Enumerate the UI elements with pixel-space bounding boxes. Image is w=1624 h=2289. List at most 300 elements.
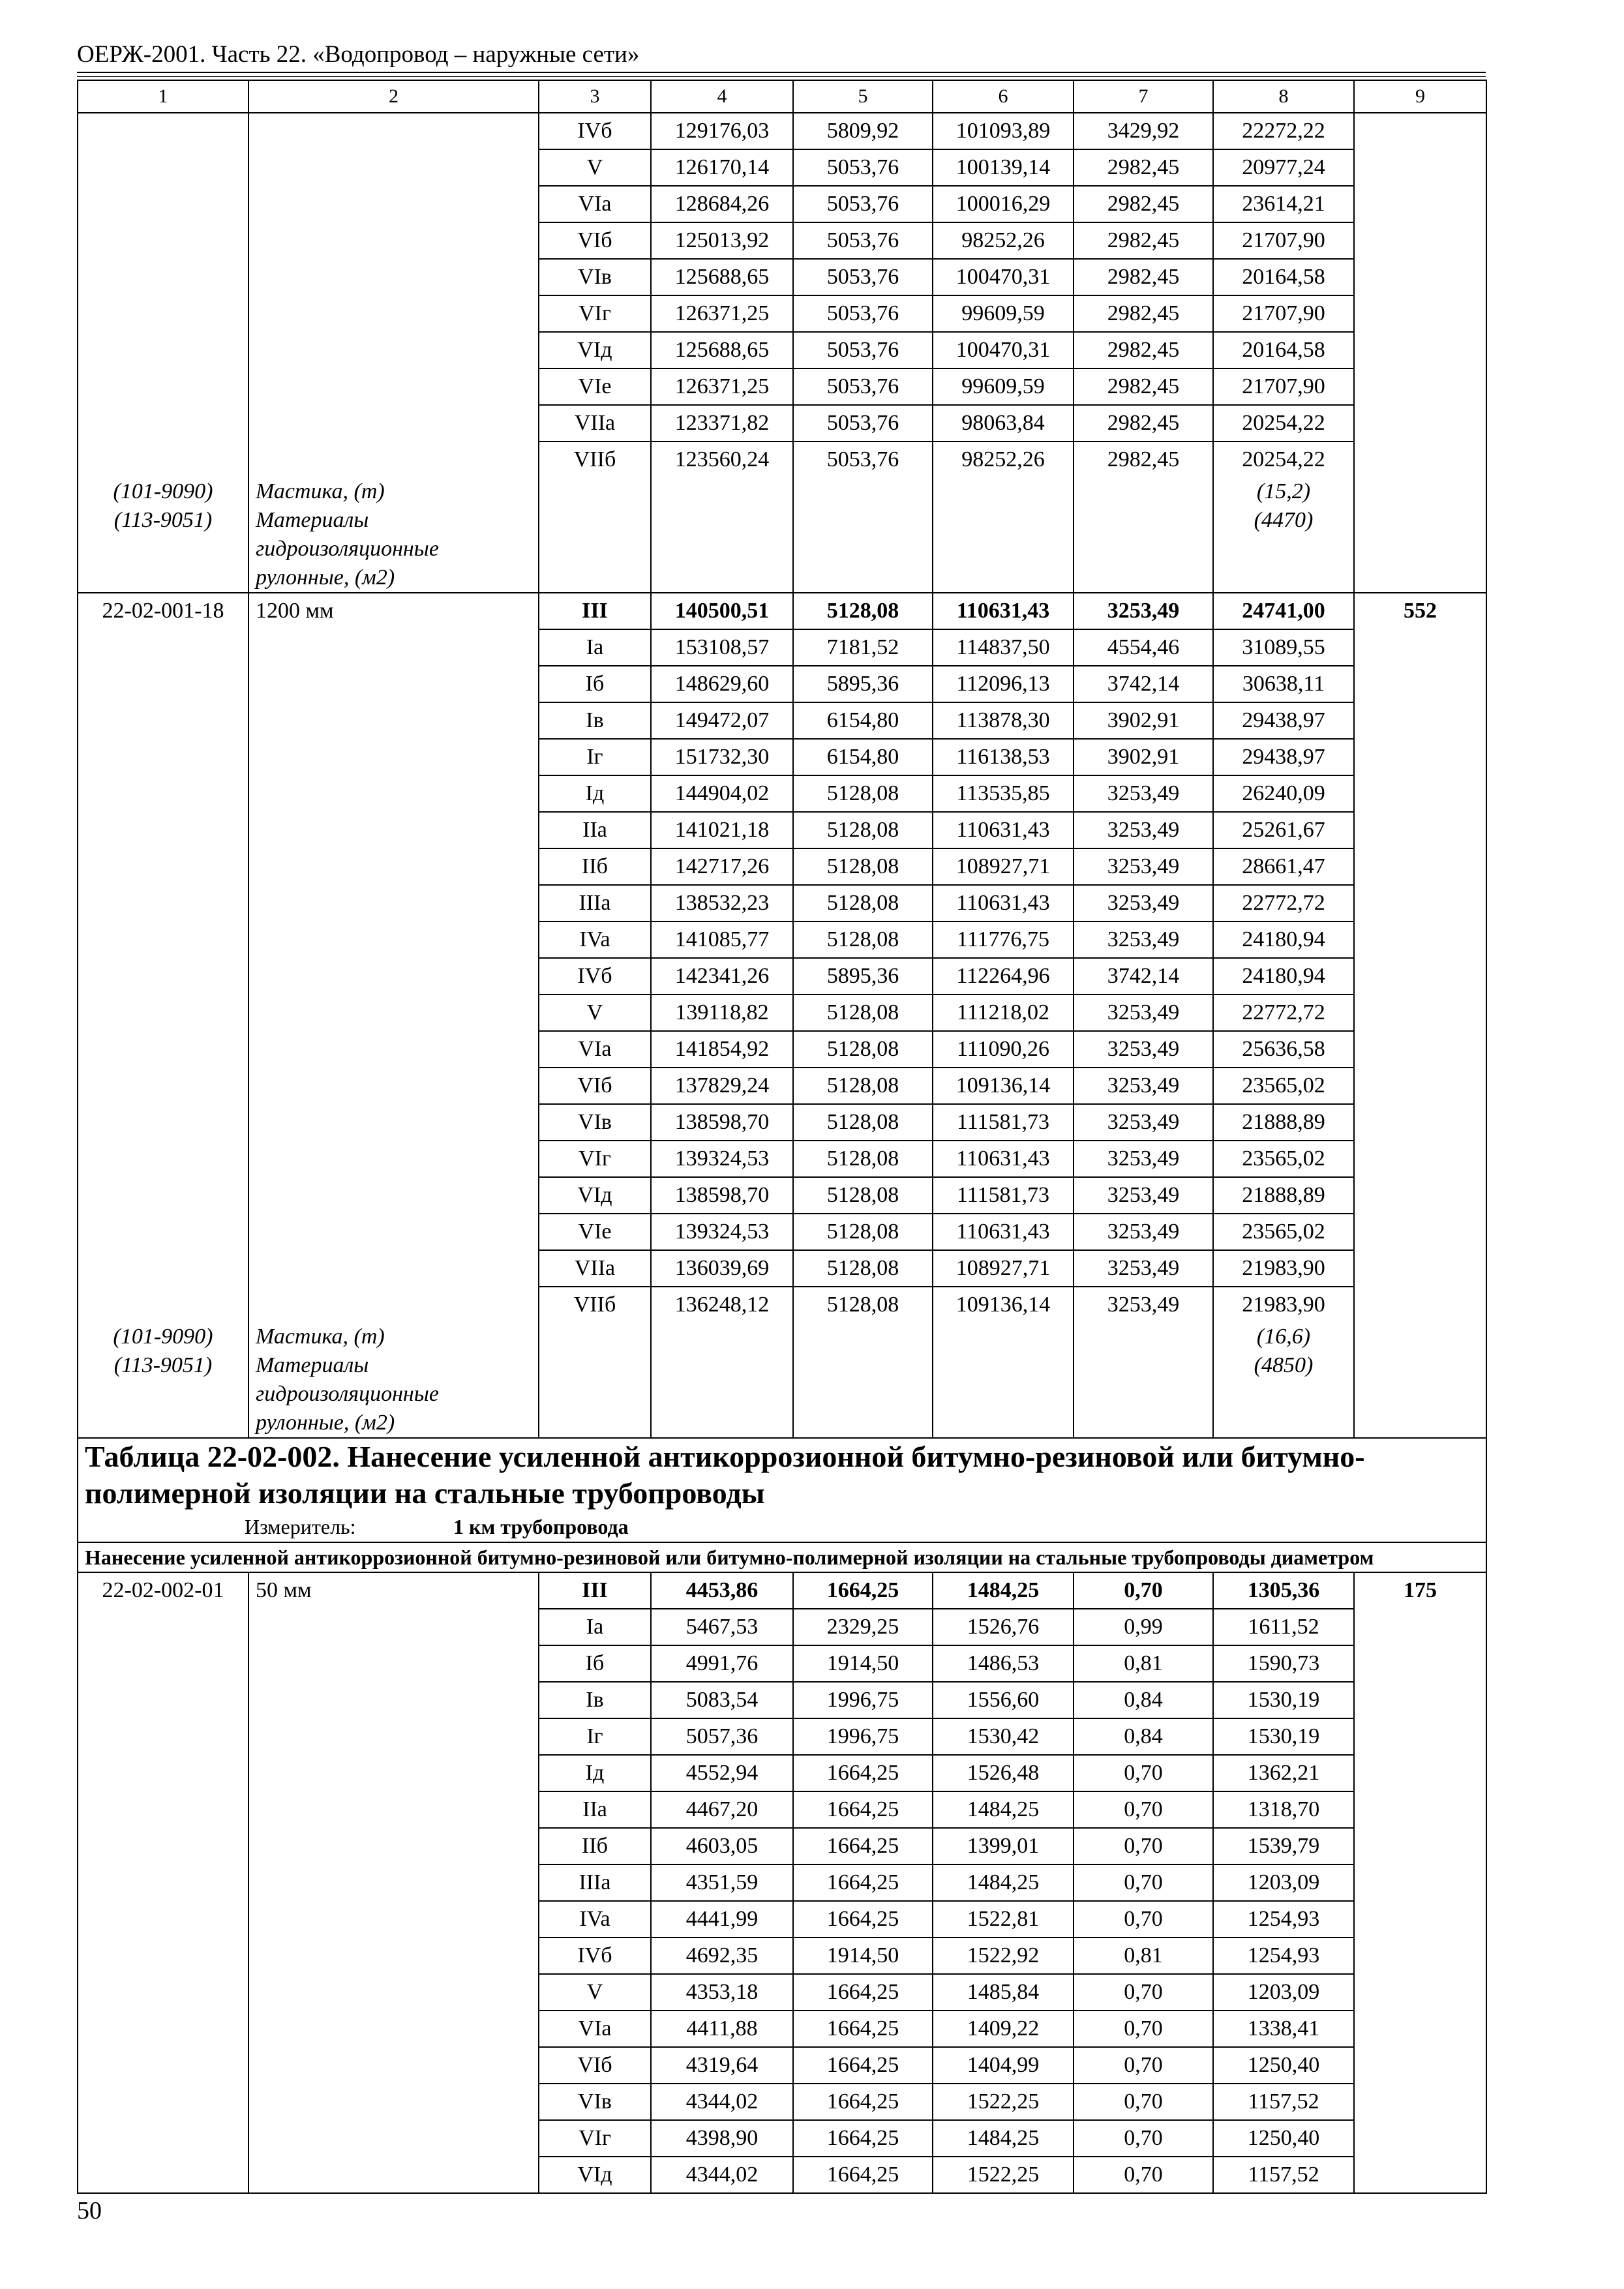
value-cell: 5053,76 (793, 149, 933, 186)
value-cell: 3902,91 (1074, 702, 1213, 739)
row-name (248, 1755, 539, 1791)
value-cell: 98252,26 (933, 441, 1074, 477)
value-cell: 141021,18 (651, 812, 793, 848)
table-row (78, 958, 1486, 995)
value-cell: 3253,49 (1074, 1214, 1213, 1250)
value-cell: 1590,73 (1213, 1645, 1354, 1682)
table-row (78, 775, 1486, 812)
value-cell: 110631,43 (933, 885, 1074, 921)
value-cell: 109136,14 (933, 1068, 1074, 1104)
table-row (78, 1682, 1486, 1718)
value-cell: 1157,52 (1213, 2157, 1354, 2193)
value-cell: 25636,58 (1213, 1031, 1354, 1068)
worker-cell (1354, 1828, 1486, 1864)
value-cell: 21707,90 (1213, 222, 1354, 259)
value-cell: 5128,08 (793, 1250, 933, 1287)
value-cell: 126371,25 (651, 368, 793, 405)
value-cell: 5128,08 (793, 593, 933, 629)
value-cell: 3253,49 (1074, 1068, 1213, 1104)
row-name (248, 1287, 539, 1323)
value-cell: 2982,45 (1074, 149, 1213, 186)
resource-name: Материалы гидроизоляционные рулонные, (м2) (248, 1351, 539, 1438)
value-cell: 0,70 (1074, 1755, 1213, 1791)
value-cell: 1338,41 (1213, 2011, 1354, 2047)
value-cell: 1522,81 (933, 1901, 1074, 1937)
value-cell: 1484,25 (933, 1864, 1074, 1901)
value-cell: 1914,50 (793, 1645, 933, 1682)
value-cell: 0,70 (1074, 2120, 1213, 2157)
worker-cell (1354, 1250, 1486, 1287)
empty-cell (793, 506, 933, 593)
row-name (248, 2157, 539, 2193)
worker-cell (1354, 1901, 1486, 1937)
worker-cell (1354, 441, 1486, 477)
region-cell: Iв (539, 1682, 651, 1718)
column-number: 7 (1074, 80, 1213, 113)
value-cell: 5895,36 (793, 958, 933, 995)
worker-cell (1354, 1068, 1486, 1104)
region-cell: VIд (539, 2157, 651, 2193)
empty-cell (933, 1323, 1074, 1351)
value-cell: 1484,25 (933, 1572, 1074, 1609)
value-cell: 136248,12 (651, 1287, 793, 1323)
value-cell: 0,70 (1074, 1864, 1213, 1901)
value-cell: 1530,19 (1213, 1718, 1354, 1755)
row-name (248, 1104, 539, 1141)
value-cell: 144904,02 (651, 775, 793, 812)
value-cell: 129176,03 (651, 113, 793, 149)
value-cell: 0,70 (1074, 2047, 1213, 2084)
value-cell: 1485,84 (933, 1974, 1074, 2011)
region-cell: VIIб (539, 1287, 651, 1323)
row-name (248, 739, 539, 775)
value-cell: 111581,73 (933, 1177, 1074, 1214)
worker-cell: 552 (1354, 593, 1486, 629)
value-cell: 0,84 (1074, 1682, 1213, 1718)
empty-cell (1354, 1323, 1486, 1351)
row-code (78, 295, 248, 332)
resource-code: (113-9051) (78, 506, 248, 593)
value-cell: 111776,75 (933, 921, 1074, 958)
row-code (78, 1177, 248, 1214)
value-cell: 1522,25 (933, 2157, 1074, 2193)
row-name (248, 1609, 539, 1645)
worker-cell (1354, 1755, 1486, 1791)
value-cell: 23565,02 (1213, 1141, 1354, 1177)
value-cell: 99609,59 (933, 368, 1074, 405)
row-name: 1200 мм (248, 593, 539, 629)
value-cell: 1404,99 (933, 2047, 1074, 2084)
value-cell: 24741,00 (1213, 593, 1354, 629)
value-cell: 149472,07 (651, 702, 793, 739)
region-cell: VIIa (539, 405, 651, 441)
value-cell: 112096,13 (933, 666, 1074, 702)
value-cell: 5053,76 (793, 222, 933, 259)
region-cell: VIб (539, 222, 651, 259)
value-cell: 109136,14 (933, 1287, 1074, 1323)
row-code (78, 1974, 248, 2011)
row-code (78, 149, 248, 186)
row-code (78, 2157, 248, 2193)
value-cell: 3253,49 (1074, 921, 1213, 958)
value-cell: 5053,76 (793, 368, 933, 405)
value-cell: 4991,76 (651, 1645, 793, 1682)
worker-cell (1354, 2047, 1486, 2084)
empty-cell (539, 506, 651, 593)
column-number: 9 (1354, 80, 1486, 113)
value-cell: 6154,80 (793, 739, 933, 775)
value-cell: 1539,79 (1213, 1828, 1354, 1864)
table-row (78, 1104, 1486, 1141)
value-cell: 23565,02 (1213, 1214, 1354, 1250)
value-cell: 3253,49 (1074, 1104, 1213, 1141)
value-cell: 0,70 (1074, 1974, 1213, 2011)
resource-code: (113-9051) (78, 1351, 248, 1438)
region-cell: Ia (539, 1609, 651, 1645)
table-row (78, 1572, 1486, 1609)
measure-line (85, 1512, 1479, 1542)
region-cell: VIIa (539, 1250, 651, 1287)
value-cell: 100470,31 (933, 332, 1074, 368)
region-cell: VIa (539, 2011, 651, 2047)
worker-cell (1354, 2120, 1486, 2157)
region-cell: Iд (539, 775, 651, 812)
value-cell: 108927,71 (933, 848, 1074, 885)
value-cell: 1203,09 (1213, 1864, 1354, 1901)
table-row (78, 1901, 1486, 1937)
table-row (78, 113, 1486, 149)
value-cell: 125688,65 (651, 332, 793, 368)
value-cell: 5053,76 (793, 332, 933, 368)
value-cell: 4692,35 (651, 1937, 793, 1974)
row-code (78, 1609, 248, 1645)
value-cell: 5128,08 (793, 1141, 933, 1177)
table-row (78, 1937, 1486, 1974)
value-cell: 1486,53 (933, 1645, 1074, 1682)
value-cell: 1250,40 (1213, 2047, 1354, 2084)
worker-cell (1354, 958, 1486, 995)
value-cell: 4344,02 (651, 2157, 793, 2193)
value-cell: 2982,45 (1074, 259, 1213, 295)
row-code (78, 995, 248, 1031)
row-name (248, 1141, 539, 1177)
region-cell: Ia (539, 629, 651, 666)
region-cell: V (539, 149, 651, 186)
row-code (78, 332, 248, 368)
table-row (78, 1250, 1486, 1287)
value-cell: 1254,93 (1213, 1937, 1354, 1974)
region-cell: IIб (539, 848, 651, 885)
value-cell: 128684,26 (651, 186, 793, 222)
page-number: 50 (77, 2197, 102, 2224)
value-cell: 137829,24 (651, 1068, 793, 1104)
value-cell: 4603,05 (651, 1828, 793, 1864)
row-name (248, 1974, 539, 2011)
value-cell: 1409,22 (933, 2011, 1074, 2047)
value-cell: 4351,59 (651, 1864, 793, 1901)
value-cell: 1664,25 (793, 1791, 933, 1828)
table-row (78, 666, 1486, 702)
value-cell: 1664,25 (793, 2120, 933, 2157)
region-cell: III (539, 1572, 651, 1609)
row-name (248, 885, 539, 921)
row-name (248, 1031, 539, 1068)
region-cell: VIе (539, 368, 651, 405)
value-cell: 4398,90 (651, 2120, 793, 2157)
region-cell: VIв (539, 259, 651, 295)
value-cell: 1484,25 (933, 1791, 1074, 1828)
value-cell: 125013,92 (651, 222, 793, 259)
value-cell: 1526,76 (933, 1609, 1074, 1645)
value-cell: 136039,69 (651, 1250, 793, 1287)
value-cell: 5128,08 (793, 885, 933, 921)
value-cell: 20977,24 (1213, 149, 1354, 186)
value-cell: 7181,52 (793, 629, 933, 666)
empty-cell (1074, 1351, 1213, 1438)
value-cell: 0,70 (1074, 1828, 1213, 1864)
value-cell: 111090,26 (933, 1031, 1074, 1068)
value-cell: 100016,29 (933, 186, 1074, 222)
value-cell: 5128,08 (793, 995, 933, 1031)
region-cell: VIг (539, 1141, 651, 1177)
table-row (78, 921, 1486, 958)
row-name (248, 775, 539, 812)
column-number: 5 (793, 80, 933, 113)
row-code (78, 222, 248, 259)
empty-cell (793, 1323, 933, 1351)
value-cell: 142717,26 (651, 848, 793, 885)
table-row (78, 1141, 1486, 1177)
value-cell: 5128,08 (793, 1031, 933, 1068)
region-cell: VIв (539, 2084, 651, 2120)
row-name (248, 702, 539, 739)
row-code (78, 1791, 248, 1828)
value-cell: 21888,89 (1213, 1177, 1354, 1214)
value-cell: 31089,55 (1213, 629, 1354, 666)
value-cell: 1664,25 (793, 1755, 933, 1791)
column-number: 4 (651, 80, 793, 113)
table-row (78, 2157, 1486, 2193)
region-cell: IVб (539, 958, 651, 995)
value-cell: 0,70 (1074, 1901, 1213, 1937)
value-cell: 0,70 (1074, 1572, 1213, 1609)
row-code (78, 1068, 248, 1104)
row-name (248, 1250, 539, 1287)
value-cell: 140500,51 (651, 593, 793, 629)
value-cell: 2329,25 (793, 1609, 933, 1645)
row-code (78, 812, 248, 848)
row-code (78, 186, 248, 222)
value-cell: 5053,76 (793, 441, 933, 477)
value-cell: 5053,76 (793, 259, 933, 295)
value-cell: 4441,99 (651, 1901, 793, 1937)
value-cell: 5053,76 (793, 295, 933, 332)
row-code (78, 405, 248, 441)
region-cell: VIa (539, 186, 651, 222)
worker-cell (1354, 2011, 1486, 2047)
value-cell: 0,81 (1074, 1937, 1213, 1974)
row-code (78, 2011, 248, 2047)
row-code (78, 1901, 248, 1937)
worker-cell (1354, 702, 1486, 739)
value-cell: 21983,90 (1213, 1287, 1354, 1323)
row-code (78, 921, 248, 958)
value-cell: 1250,40 (1213, 2120, 1354, 2157)
value-cell: 22772,72 (1213, 995, 1354, 1031)
worker-cell (1354, 405, 1486, 441)
empty-cell (933, 506, 1074, 593)
row-name (248, 1791, 539, 1828)
column-number: 8 (1213, 80, 1354, 113)
table-row (78, 259, 1486, 295)
value-cell: 5128,08 (793, 848, 933, 885)
row-code (78, 1755, 248, 1791)
page-header: ОЕРЖ-2001. Часть 22. «Водопровод – наружные сети» (77, 41, 640, 68)
value-cell: 1664,25 (793, 1974, 933, 2011)
value-cell: 1664,25 (793, 2157, 933, 2193)
row-code: 22-02-001-18 (78, 593, 248, 629)
region-cell: VIг (539, 295, 651, 332)
row-code (78, 1828, 248, 1864)
value-cell: 1362,21 (1213, 1755, 1354, 1791)
row-code (78, 958, 248, 995)
value-cell: 1996,75 (793, 1682, 933, 1718)
row-code (78, 629, 248, 666)
row-name (248, 113, 539, 149)
worker-cell (1354, 1031, 1486, 1068)
value-cell: 1522,92 (933, 1937, 1074, 1974)
value-cell: 30638,11 (1213, 666, 1354, 702)
region-cell: Iв (539, 702, 651, 739)
row-name (248, 848, 539, 885)
value-cell: 0,81 (1074, 1645, 1213, 1682)
value-cell: 148629,60 (651, 666, 793, 702)
value-cell: 5053,76 (793, 186, 933, 222)
empty-cell (793, 1351, 933, 1438)
resource-name: Материалы гидроизоляционные рулонные, (м2) (248, 506, 539, 593)
row-code (78, 1214, 248, 1250)
row-code (78, 1031, 248, 1068)
resource-value: (4470) (1213, 506, 1354, 593)
worker-cell (1354, 1937, 1486, 1974)
worker-cell (1354, 222, 1486, 259)
row-name (248, 222, 539, 259)
resource-row (78, 1351, 1486, 1438)
resource-value: (4850) (1213, 1351, 1354, 1438)
empty-cell (1074, 506, 1213, 593)
empty-cell (539, 1351, 651, 1438)
region-cell: Iг (539, 739, 651, 775)
region-cell: IVa (539, 1901, 651, 1937)
worker-cell (1354, 666, 1486, 702)
value-cell: 29438,97 (1213, 702, 1354, 739)
region-cell: IIIa (539, 885, 651, 921)
value-cell: 1556,60 (933, 1682, 1074, 1718)
value-cell: 0,70 (1074, 2084, 1213, 2120)
rates-table (77, 80, 1487, 2194)
value-cell: 3429,92 (1074, 113, 1213, 149)
table-row (78, 1718, 1486, 1755)
worker-cell (1354, 2157, 1486, 2193)
row-code (78, 1682, 248, 1718)
value-cell: 5895,36 (793, 666, 933, 702)
row-name (248, 1645, 539, 1682)
resource-row (78, 1323, 1486, 1351)
value-cell: 1254,93 (1213, 1901, 1354, 1937)
value-cell: 1664,25 (793, 1864, 933, 1901)
row-name (248, 1828, 539, 1864)
table-title-row (78, 1438, 1486, 1542)
worker-cell (1354, 149, 1486, 186)
row-code (78, 1718, 248, 1755)
empty-cell (1074, 477, 1213, 506)
region-cell: IIa (539, 812, 651, 848)
resource-row (78, 506, 1486, 593)
worker-cell (1354, 259, 1486, 295)
value-cell: 3253,49 (1074, 1031, 1213, 1068)
value-cell: 3253,49 (1074, 1250, 1213, 1287)
value-cell: 1996,75 (793, 1718, 933, 1755)
value-cell: 24180,94 (1213, 958, 1354, 995)
region-cell: VIд (539, 332, 651, 368)
value-cell: 23614,21 (1213, 186, 1354, 222)
value-cell: 125688,65 (651, 259, 793, 295)
row-name (248, 149, 539, 186)
value-cell: 1664,25 (793, 1901, 933, 1937)
table-row (78, 186, 1486, 222)
value-cell: 1305,36 (1213, 1572, 1354, 1609)
row-code (78, 1287, 248, 1323)
value-cell: 24180,94 (1213, 921, 1354, 958)
value-cell: 112264,96 (933, 958, 1074, 995)
row-code (78, 666, 248, 702)
region-cell: IVa (539, 921, 651, 958)
region-cell: IIa (539, 1791, 651, 1828)
value-cell: 20164,58 (1213, 332, 1354, 368)
region-cell: VIе (539, 1214, 651, 1250)
row-name (248, 629, 539, 666)
resource-code: (101-9090) (78, 477, 248, 506)
table-row (78, 1287, 1486, 1323)
value-cell: 1611,52 (1213, 1609, 1354, 1645)
value-cell: 5128,08 (793, 1287, 933, 1323)
table-row (78, 368, 1486, 405)
worker-cell (1354, 1287, 1486, 1323)
value-cell: 23565,02 (1213, 1068, 1354, 1104)
row-code (78, 113, 248, 149)
table-row (78, 149, 1486, 186)
table-row (78, 629, 1486, 666)
worker-cell (1354, 1141, 1486, 1177)
value-cell: 1664,25 (793, 2084, 933, 2120)
value-cell: 3253,49 (1074, 812, 1213, 848)
resource-name: Мастика, (т) (248, 1323, 539, 1351)
table-row (78, 2047, 1486, 2084)
value-cell: 1530,42 (933, 1718, 1074, 1755)
value-cell: 1318,70 (1213, 1791, 1354, 1828)
empty-cell (651, 477, 793, 506)
value-cell: 2982,45 (1074, 405, 1213, 441)
empty-cell (793, 477, 933, 506)
table-row (78, 1974, 1486, 2011)
value-cell: 113535,85 (933, 775, 1074, 812)
worker-cell (1354, 1214, 1486, 1250)
worker-cell (1354, 1609, 1486, 1645)
value-cell: 3902,91 (1074, 739, 1213, 775)
table-row (78, 222, 1486, 259)
table-row (78, 848, 1486, 885)
region-cell: VIб (539, 1068, 651, 1104)
